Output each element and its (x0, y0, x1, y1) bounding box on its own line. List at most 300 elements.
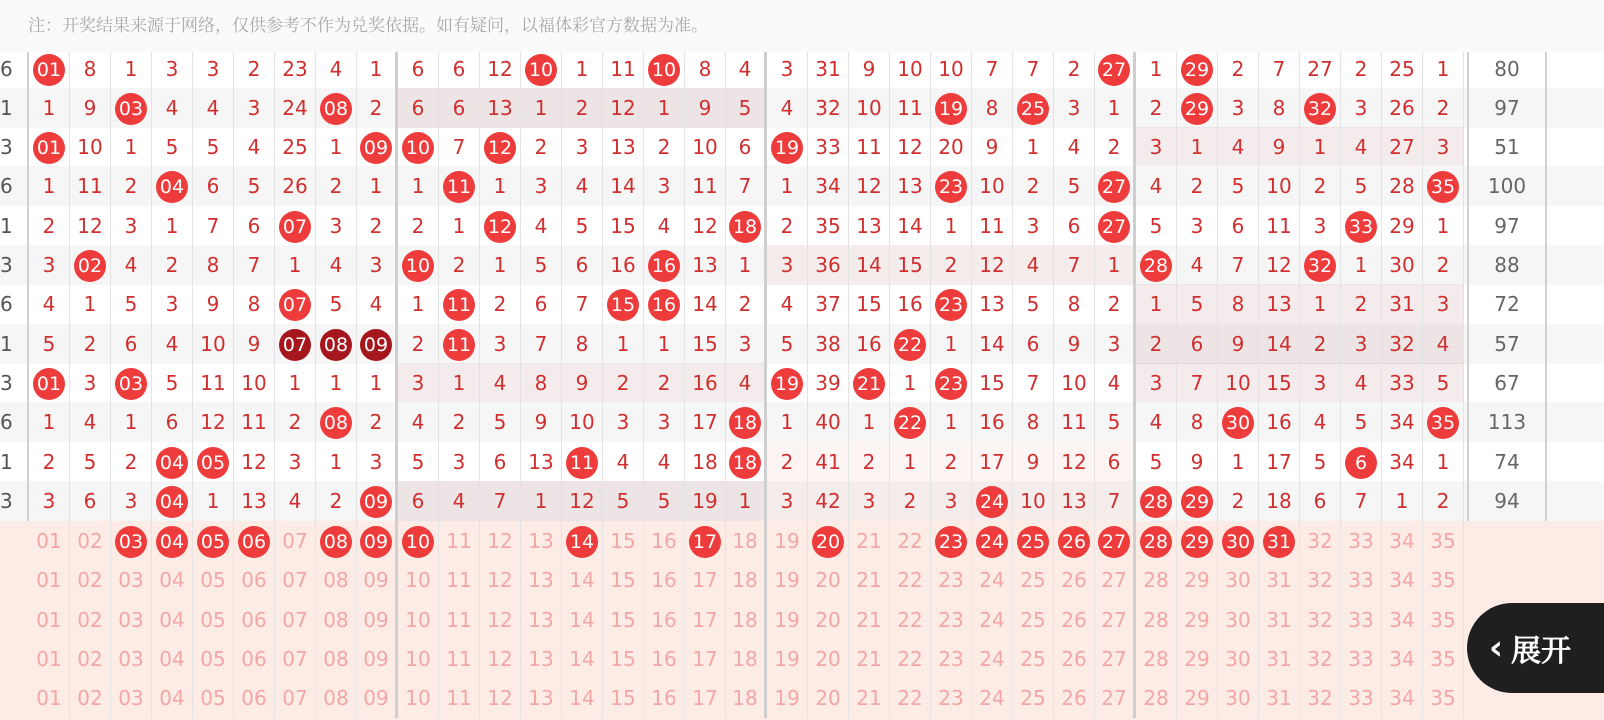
pick-number-cell[interactable]: 19 (767, 521, 808, 561)
pick-number-cell[interactable]: 23 (931, 600, 972, 640)
pick-number-cell[interactable]: 32 (1300, 560, 1341, 600)
pick-number-cell[interactable]: 22 (890, 639, 931, 679)
pick-number-cell[interactable]: 33 (1341, 521, 1382, 561)
pick-number-cell[interactable]: 33 (1341, 639, 1382, 679)
trend-cell: 39 (808, 363, 849, 403)
pick-number-cell[interactable] (562, 521, 603, 561)
pick-number-cell[interactable]: 14 (562, 639, 603, 679)
trend-cell: 36 (808, 245, 849, 285)
pick-number-cell[interactable]: 17 (685, 639, 726, 679)
trend-cell: 2 (152, 245, 193, 285)
selected-number-ball[interactable]: 20 (812, 526, 844, 558)
winning-number-ball: 07 (279, 289, 311, 321)
pick-number-cell[interactable]: 01 (29, 639, 70, 679)
pick-number-cell[interactable]: 29 (1177, 560, 1218, 600)
pick-number-cell[interactable]: 02 (70, 678, 111, 718)
pick-number-cell[interactable] (111, 521, 152, 561)
pick-number-cell[interactable]: 19 (767, 639, 808, 679)
pick-number-cell[interactable]: 17 (685, 560, 726, 600)
pick-number-cell[interactable]: 08 (316, 600, 357, 640)
trend-cell: 18 (685, 442, 726, 482)
trend-cell: 4 (193, 88, 234, 128)
pick-number-cell[interactable]: 14 (562, 600, 603, 640)
selected-number-ball[interactable]: 26 (1058, 526, 1090, 558)
pick-number-cell[interactable] (1259, 521, 1300, 561)
pick-number-cell[interactable]: 26 (1054, 600, 1095, 640)
selected-number-ball[interactable]: 03 (115, 526, 147, 558)
trend-cell: 6 (439, 49, 480, 89)
trend-cell: 2 (111, 442, 152, 482)
pick-number-cell[interactable]: 34 (1382, 521, 1423, 561)
trend-cell: 6 (439, 88, 480, 128)
pick-number-cell[interactable]: 11 (439, 521, 480, 561)
winning-number-ball: 29 (1181, 486, 1213, 518)
pick-number-cell[interactable]: 12 (480, 639, 521, 679)
selected-number-ball[interactable]: 04 (156, 526, 188, 558)
pick-number-cell[interactable]: 06 (234, 560, 275, 600)
pick-number-cell[interactable]: 35 (1423, 560, 1464, 600)
pick-number-cell[interactable]: 24 (972, 600, 1013, 640)
pick-number-cell[interactable]: 20 (808, 639, 849, 679)
pick-number-cell[interactable]: 02 (70, 600, 111, 640)
pick-number-cell[interactable]: 07 (275, 521, 316, 561)
pick-number-cell[interactable]: 23 (931, 678, 972, 718)
selected-number-ball[interactable]: 25 (1017, 526, 1049, 558)
trend-cell (316, 88, 357, 128)
pick-number-cell[interactable]: 05 (193, 600, 234, 640)
pick-number-cell[interactable] (152, 521, 193, 561)
trend-cell: 2 (234, 49, 275, 89)
trend-cell (193, 442, 234, 482)
winning-number-ball: 30 (1222, 407, 1254, 439)
pick-number-cell[interactable]: 31 (1259, 639, 1300, 679)
pick-number-cell[interactable]: 16 (644, 639, 685, 679)
trend-cell: 2 (439, 402, 480, 442)
pick-number-cell[interactable]: 32 (1300, 521, 1341, 561)
winning-number-ball: 01 (33, 368, 65, 400)
pick-number-cell[interactable]: 07 (275, 678, 316, 718)
winning-number-ball: 11 (566, 447, 598, 479)
trend-cell (890, 402, 931, 442)
pick-number-cell[interactable] (316, 521, 357, 561)
winning-number-ball: 29 (1181, 93, 1213, 125)
selected-number-ball[interactable]: 06 (238, 526, 270, 558)
pick-number-cell[interactable]: 15 (603, 560, 644, 600)
trend-cell: 26 (275, 166, 316, 206)
pick-number-cell[interactable]: 13 (521, 521, 562, 561)
pick-number-cell[interactable]: 30 (1218, 600, 1259, 640)
selected-number-ball[interactable]: 24 (976, 526, 1008, 558)
pick-number-cell[interactable]: 09 (357, 560, 398, 600)
pick-number-cell[interactable]: 04 (152, 560, 193, 600)
pick-number-cell[interactable]: 16 (644, 600, 685, 640)
pick-number-cell[interactable]: 09 (357, 639, 398, 679)
pick-number-cell[interactable]: 17 (685, 678, 726, 718)
pick-number-cell[interactable]: 02 (70, 521, 111, 561)
pick-number-cell[interactable]: 10 (398, 600, 439, 640)
pick-number-cell[interactable]: 10 (398, 560, 439, 600)
selected-number-ball[interactable]: 17 (689, 526, 721, 558)
pick-number-cell[interactable]: 22 (890, 600, 931, 640)
pick-number-cell[interactable]: 29 (1177, 678, 1218, 718)
pick-number-cell[interactable]: 21 (849, 560, 890, 600)
pick-number-cell[interactable]: 15 (603, 678, 644, 718)
pick-number-cell[interactable]: 21 (849, 600, 890, 640)
pick-number-cell[interactable]: 26 (1054, 678, 1095, 718)
trend-cell: 3 (849, 481, 890, 521)
pick-number-cell[interactable]: 03 (111, 560, 152, 600)
pick-number-cell[interactable]: 23 (931, 560, 972, 600)
trend-cell: 1 (70, 284, 111, 324)
trend-cell: 17 (685, 402, 726, 442)
trend-cell (1177, 88, 1218, 128)
selected-number-ball[interactable]: 23 (935, 526, 967, 558)
winning-number-ball: 23 (935, 368, 967, 400)
pick-number-cell[interactable]: 30 (1218, 639, 1259, 679)
pick-number-cell[interactable]: 15 (603, 521, 644, 561)
trend-cell: 7 (562, 284, 603, 324)
trend-cell: 2 (1136, 88, 1177, 128)
trend-cell: 4 (726, 363, 767, 403)
pick-number-cell[interactable]: 03 (111, 639, 152, 679)
trend-cell: 29 (1382, 206, 1423, 246)
pick-number-cell[interactable] (1218, 521, 1259, 561)
pick-number-cell[interactable]: 34 (1382, 678, 1423, 718)
trend-cell: 23 (275, 49, 316, 89)
trend-cell: 8 (1177, 402, 1218, 442)
pick-number-cell[interactable]: 22 (890, 560, 931, 600)
pick-number-cell[interactable]: 33 (1341, 678, 1382, 718)
trend-cell: 4 (644, 206, 685, 246)
pick-number-cell[interactable]: 11 (439, 600, 480, 640)
trend-cell: 8 (1218, 284, 1259, 324)
winning-number-ball: 12 (484, 132, 516, 164)
row-sum: 100 (1467, 166, 1547, 206)
trend-cell: 4 (1218, 127, 1259, 167)
pick-number-cell[interactable]: 27 (1095, 600, 1136, 640)
trend-cell: 2 (931, 442, 972, 482)
pick-number-cell[interactable]: 20 (808, 678, 849, 718)
pick-number-cell[interactable]: 12 (480, 600, 521, 640)
pick-number-cell[interactable] (193, 521, 234, 561)
trend-cell: 1 (726, 245, 767, 285)
pick-number-cell[interactable]: 17 (685, 600, 726, 640)
pick-number-cell[interactable]: 32 (1300, 678, 1341, 718)
trend-cell: 5 (1423, 363, 1464, 403)
pick-number-cell[interactable]: 11 (439, 639, 480, 679)
pick-number-cell[interactable]: 01 (29, 560, 70, 600)
pick-number-cell[interactable]: 13 (521, 600, 562, 640)
pick-number-cell[interactable]: 05 (193, 639, 234, 679)
pick-number-cell[interactable]: 06 (234, 639, 275, 679)
trend-cell: 1 (603, 324, 644, 364)
pick-number-cell[interactable]: 14 (562, 678, 603, 718)
pick-number-cell[interactable]: 31 (1259, 678, 1300, 718)
pick-number-cell[interactable]: 13 (521, 678, 562, 718)
pick-number-cell[interactable]: 28 (1136, 600, 1177, 640)
trend-cell (29, 363, 70, 403)
trend-cell: 3 (1423, 284, 1464, 324)
trend-cell: 4 (234, 127, 275, 167)
pick-number-cell[interactable]: 15 (603, 600, 644, 640)
pick-number-cell[interactable]: 08 (316, 678, 357, 718)
pick-number-cell[interactable]: 25 (1013, 560, 1054, 600)
selected-number-ball[interactable]: 29 (1181, 526, 1213, 558)
pick-number-cell[interactable] (1054, 521, 1095, 561)
trend-cell: 3 (234, 88, 275, 128)
row-index: 3 (0, 481, 29, 521)
trend-cell: 11 (193, 363, 234, 403)
pick-number-cell[interactable]: 27 (1095, 560, 1136, 600)
pick-number-cell[interactable]: 12 (480, 678, 521, 718)
pick-number-cell[interactable]: 04 (152, 600, 193, 640)
pick-number-cell[interactable]: 25 (1013, 639, 1054, 679)
trend-cell: 25 (275, 127, 316, 167)
pick-number-cell[interactable]: 32 (1300, 600, 1341, 640)
trend-cell: 5 (1095, 402, 1136, 442)
pick-number-cell[interactable]: 35 (1423, 600, 1464, 640)
pick-number-cell[interactable]: 10 (398, 678, 439, 718)
pick-number-cell[interactable]: 06 (234, 600, 275, 640)
trend-cell: 3 (562, 127, 603, 167)
expand-button[interactable] (1467, 603, 1604, 693)
pick-number-cell[interactable] (1013, 521, 1054, 561)
winning-number-ball: 02 (74, 250, 106, 282)
trend-cell (357, 127, 398, 167)
row-index: 6 (0, 49, 29, 89)
trend-cell (1423, 166, 1464, 206)
pick-number-cell[interactable]: 18 (726, 639, 767, 679)
selected-number-ball[interactable]: 09 (360, 526, 392, 558)
trend-cell: 3 (316, 206, 357, 246)
trend-cell: 6 (70, 481, 111, 521)
history-row (0, 363, 1604, 403)
pick-number-cell[interactable] (1136, 521, 1177, 561)
pick-number-cell[interactable]: 12 (480, 560, 521, 600)
trend-cell: 1 (316, 442, 357, 482)
pick-number-cell[interactable]: 18 (726, 600, 767, 640)
pick-number-cell[interactable]: 27 (1095, 678, 1136, 718)
pick-number-cell[interactable]: 02 (70, 560, 111, 600)
pick-number-cell[interactable]: 24 (972, 639, 1013, 679)
pick-row (0, 560, 1604, 600)
pick-number-cell[interactable]: 07 (275, 639, 316, 679)
trend-cell: 33 (808, 127, 849, 167)
trend-cell: 2 (1300, 166, 1341, 206)
pick-number-cell[interactable]: 34 (1382, 560, 1423, 600)
pick-number-cell[interactable]: 06 (234, 678, 275, 718)
trend-cell: 4 (1423, 324, 1464, 364)
winning-number-ball: 18 (729, 447, 761, 479)
winning-number-ball: 05 (197, 447, 229, 479)
pick-number-cell[interactable]: 32 (1300, 639, 1341, 679)
pick-number-cell[interactable]: 35 (1423, 678, 1464, 718)
trend-cell: 3 (1300, 363, 1341, 403)
trend-cell: 4 (152, 324, 193, 364)
winning-number-ball: 09 (360, 486, 392, 518)
pick-number-cell[interactable]: 25 (1013, 678, 1054, 718)
trend-cell: 4 (152, 88, 193, 128)
pick-number-cell[interactable]: 18 (726, 560, 767, 600)
pick-number-cell[interactable]: 01 (29, 600, 70, 640)
trend-cell (521, 49, 562, 89)
pick-number-cell[interactable]: 03 (111, 678, 152, 718)
pick-number-cell[interactable]: 01 (29, 678, 70, 718)
selected-number-ball[interactable]: 14 (566, 526, 598, 558)
pick-number-cell[interactable]: 16 (644, 560, 685, 600)
pick-number-cell[interactable]: 34 (1382, 639, 1423, 679)
trend-cell: 3 (111, 481, 152, 521)
pick-number-cell[interactable]: 21 (849, 521, 890, 561)
pick-number-cell[interactable]: 02 (70, 639, 111, 679)
pick-number-cell[interactable]: 30 (1218, 678, 1259, 718)
winning-number-ball: 35 (1427, 171, 1459, 203)
selected-number-ball[interactable]: 08 (320, 526, 352, 558)
pick-number-cell[interactable]: 21 (849, 678, 890, 718)
winning-number-ball: 28 (1140, 250, 1172, 282)
pick-number-cell[interactable]: 22 (890, 521, 931, 561)
pick-number-cell[interactable]: 13 (521, 560, 562, 600)
trend-cell: 5 (644, 481, 685, 521)
trend-cell: 3 (1423, 127, 1464, 167)
pick-number-cell[interactable]: 03 (111, 600, 152, 640)
trend-cell: 7 (726, 166, 767, 206)
pick-number-cell[interactable]: 33 (1341, 600, 1382, 640)
pick-number-cell[interactable]: 25 (1013, 600, 1054, 640)
trend-cell: 31 (808, 49, 849, 89)
pick-number-cell[interactable]: 29 (1177, 639, 1218, 679)
pick-number-cell[interactable]: 31 (1259, 560, 1300, 600)
pick-number-cell[interactable]: 21 (849, 639, 890, 679)
pick-number-cell[interactable]: 28 (1136, 639, 1177, 679)
trend-cell: 25 (1382, 49, 1423, 89)
pick-number-cell[interactable]: 05 (193, 678, 234, 718)
pick-number-cell[interactable]: 07 (275, 600, 316, 640)
pick-number-cell[interactable]: 20 (808, 560, 849, 600)
history-row (0, 127, 1604, 167)
pick-number-cell[interactable]: 04 (152, 639, 193, 679)
pick-number-cell[interactable]: 07 (275, 560, 316, 600)
pick-number-cell[interactable]: 20 (808, 600, 849, 640)
trend-cell: 6 (1218, 206, 1259, 246)
pick-number-cell[interactable] (931, 521, 972, 561)
pick-number-cell[interactable]: 19 (767, 560, 808, 600)
selected-number-ball[interactable]: 30 (1222, 526, 1254, 558)
trend-cell: 7 (1259, 49, 1300, 89)
pick-number-cell[interactable]: 34 (1382, 600, 1423, 640)
pick-number-cell[interactable]: 14 (562, 560, 603, 600)
pick-number-cell[interactable]: 19 (767, 600, 808, 640)
trend-cell: 2 (1218, 481, 1259, 521)
pick-number-cell[interactable] (357, 521, 398, 561)
pick-number-cell[interactable]: 13 (521, 639, 562, 679)
pick-number-cell[interactable]: 28 (1136, 678, 1177, 718)
pick-number-cell[interactable] (808, 521, 849, 561)
pick-number-cell[interactable]: 35 (1423, 521, 1464, 561)
trend-cell (931, 88, 972, 128)
trend-cell: 2 (357, 402, 398, 442)
selected-number-ball[interactable]: 10 (402, 526, 434, 558)
pick-number-cell[interactable] (234, 521, 275, 561)
trend-cell: 6 (1177, 324, 1218, 364)
pick-number-cell[interactable]: 35 (1423, 639, 1464, 679)
winning-number-ball: 08 (320, 407, 352, 439)
trend-cell: 13 (603, 127, 644, 167)
trend-cell: 1 (767, 166, 808, 206)
selected-number-ball[interactable]: 31 (1263, 526, 1295, 558)
pick-number-cell[interactable]: 26 (1054, 639, 1095, 679)
pick-number-cell[interactable]: 24 (972, 560, 1013, 600)
trend-cell: 5 (152, 363, 193, 403)
trend-cell (275, 324, 316, 364)
pick-number-cell[interactable]: 29 (1177, 600, 1218, 640)
trend-cell: 9 (1054, 324, 1095, 364)
pick-number-cell[interactable]: 22 (890, 678, 931, 718)
trend-cell (275, 284, 316, 324)
pick-number-cell[interactable]: 15 (603, 639, 644, 679)
pick-number-cell[interactable]: 23 (931, 639, 972, 679)
trend-cell: 5 (1218, 166, 1259, 206)
pick-number-cell[interactable]: 09 (357, 678, 398, 718)
selected-number-ball[interactable]: 28 (1140, 526, 1172, 558)
pick-number-cell[interactable] (685, 521, 726, 561)
pick-number-cell[interactable]: 08 (316, 560, 357, 600)
pick-number-cell[interactable]: 08 (316, 639, 357, 679)
pick-number-cell[interactable]: 27 (1095, 639, 1136, 679)
trend-cell: 4 (70, 402, 111, 442)
trend-cell: 11 (234, 402, 275, 442)
winning-number-ball: 22 (894, 407, 926, 439)
pick-number-cell[interactable] (972, 521, 1013, 561)
pick-number-cell[interactable]: 12 (480, 521, 521, 561)
trend-cell: 11 (1259, 206, 1300, 246)
pick-number-cell[interactable]: 04 (152, 678, 193, 718)
trend-cell: 9 (234, 324, 275, 364)
pick-number-cell[interactable]: 09 (357, 600, 398, 640)
selected-number-ball[interactable]: 05 (197, 526, 229, 558)
trend-cell: 15 (685, 324, 726, 364)
pick-number-cell[interactable] (1095, 521, 1136, 561)
pick-number-cell[interactable]: 26 (1054, 560, 1095, 600)
pick-number-cell[interactable]: 01 (29, 521, 70, 561)
pick-number-cell[interactable]: 24 (972, 678, 1013, 718)
pick-number-cell[interactable]: 19 (767, 678, 808, 718)
pick-number-cell[interactable]: 18 (726, 521, 767, 561)
pick-row (0, 639, 1604, 679)
pick-number-cell[interactable]: 16 (644, 521, 685, 561)
pick-number-cell[interactable]: 18 (726, 678, 767, 718)
trend-cell: 3 (193, 49, 234, 89)
pick-number-cell[interactable]: 10 (398, 639, 439, 679)
pick-number-cell[interactable]: 11 (439, 560, 480, 600)
trend-cell: 1 (1382, 481, 1423, 521)
pick-number-cell[interactable] (398, 521, 439, 561)
pick-number-cell[interactable]: 28 (1136, 560, 1177, 600)
pick-number-cell[interactable] (1177, 521, 1218, 561)
trend-cell (439, 324, 480, 364)
trend-cell: 7 (234, 245, 275, 285)
pick-number-cell[interactable]: 30 (1218, 560, 1259, 600)
pick-number-cell[interactable]: 31 (1259, 600, 1300, 640)
pick-number-cell[interactable]: 33 (1341, 560, 1382, 600)
pick-number-cell[interactable]: 11 (439, 678, 480, 718)
pick-number-cell[interactable]: 16 (644, 678, 685, 718)
trend-cell: 2 (398, 324, 439, 364)
selected-number-ball[interactable]: 27 (1098, 526, 1130, 558)
winning-number-ball: 18 (729, 211, 761, 243)
pick-number-cell[interactable]: 05 (193, 560, 234, 600)
trend-cell: 12 (972, 245, 1013, 285)
